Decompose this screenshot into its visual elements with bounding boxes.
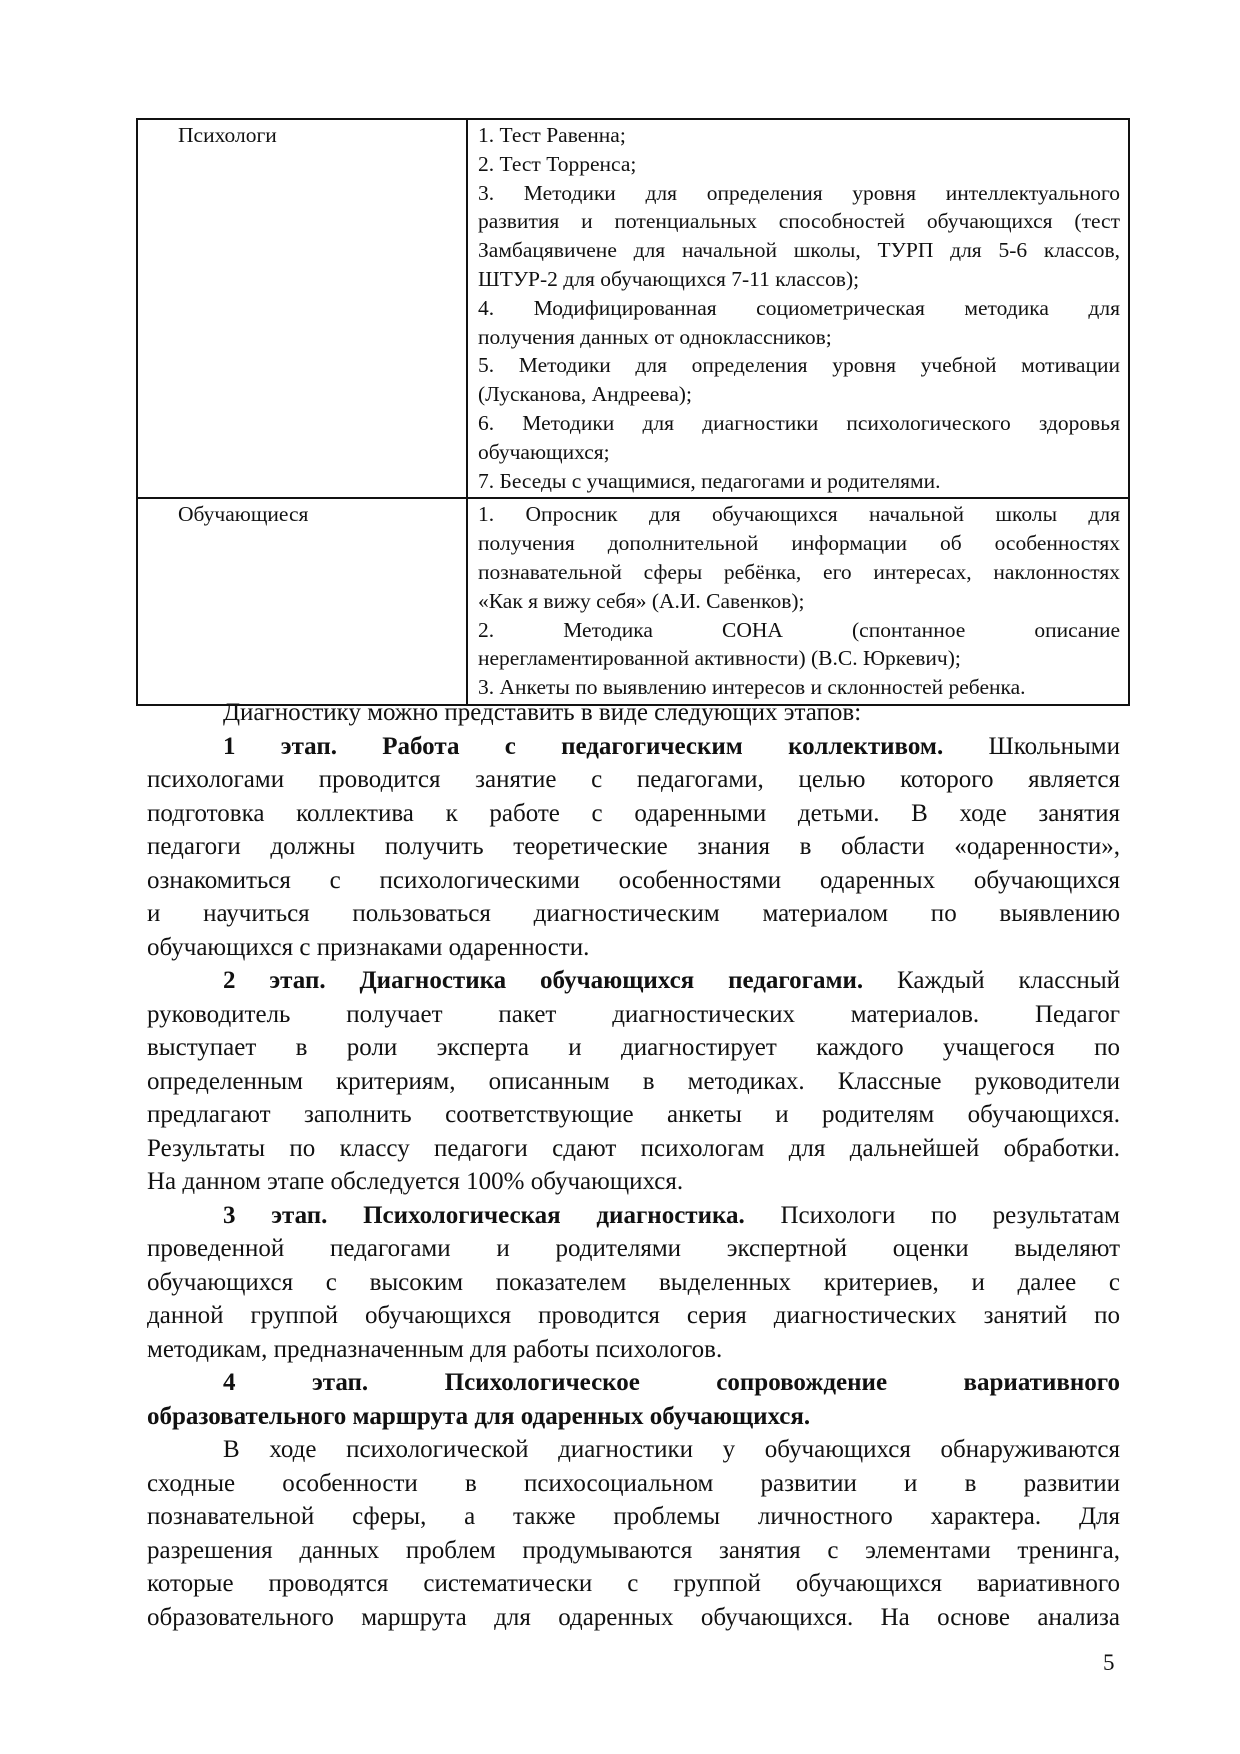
method-line: 5. Методики для определения уровня учебной мотивации bbox=[478, 353, 1120, 378]
method-line: 2. Методика СОНА (спонтанное описание bbox=[478, 617, 1120, 642]
method-line: получения дополнительной информации об особенностях bbox=[478, 531, 1120, 556]
line-text: методикам, предназначенным для работы психологов. bbox=[147, 1335, 723, 1363]
bold-heading: 3 этап. Психологическая диагностика. bbox=[223, 1201, 745, 1229]
text-line bbox=[147, 1534, 1120, 1568]
method-line: обучающихся; bbox=[478, 439, 610, 464]
text-line bbox=[147, 1132, 1120, 1166]
text-line bbox=[147, 1065, 1120, 1099]
line-text: определенным критериям, описанным в методиках. Классные руководители bbox=[147, 1067, 1120, 1095]
text-line bbox=[147, 1031, 1120, 1065]
method-line: 7. Беседы с учащимися, педагогами и родителями. bbox=[478, 468, 941, 493]
method-line: нерегламентированной активности) (В.С. Юркевич); bbox=[478, 646, 961, 671]
method-line: (Лусканова, Андреева); bbox=[478, 382, 692, 407]
text-line bbox=[147, 1601, 1120, 1635]
line-text: психологами проводится занятие с педагогами, целью которого является bbox=[147, 766, 1120, 793]
line-text: Школьными bbox=[943, 732, 1120, 760]
line-text: Диагностику можно представить в виде следующих этапов: bbox=[223, 699, 862, 726]
paragraph bbox=[147, 964, 1120, 1199]
row-label: Обучающиеся bbox=[137, 498, 467, 705]
text-line bbox=[147, 763, 1120, 797]
text-line bbox=[147, 1400, 1120, 1434]
text-line bbox=[147, 931, 1120, 965]
line-text: В ходе психологической диагностики у обучающихся обнаруживаются bbox=[223, 1436, 1120, 1463]
text-line bbox=[147, 998, 1120, 1032]
text-line bbox=[147, 1299, 1120, 1333]
text-line bbox=[147, 1266, 1120, 1300]
method-line: 6. Методики для диагностики психологического здоровья bbox=[478, 410, 1120, 435]
text-line bbox=[147, 964, 1120, 998]
line-text: Психологи по результатам bbox=[744, 1201, 1120, 1229]
paragraph bbox=[147, 696, 1120, 730]
line-text: проведенной педагогами и родителями экспертной оценки выделяют bbox=[147, 1235, 1120, 1262]
line-text: Каждый классный bbox=[863, 967, 1120, 994]
line-text: разрешения данных проблем продумываются занятия с элементами тренинга, bbox=[147, 1536, 1120, 1564]
line-text: предлагают заполнить соответствующие анкеты и родителям обучающихся. bbox=[147, 1101, 1120, 1128]
text-line bbox=[147, 864, 1120, 898]
page-number: 5 bbox=[1103, 1650, 1115, 1675]
text-line bbox=[147, 830, 1120, 864]
method-line: 2. Тест Торренса; bbox=[478, 151, 637, 176]
methods-table bbox=[136, 118, 1130, 706]
line-text: ознакомиться с психологическими особенностями одаренных обучающихся bbox=[147, 866, 1120, 894]
line-text: руководитель получает пакет диагностических материалов. Педагог bbox=[147, 1000, 1120, 1028]
line-text: обучающихся с высоким показателем выделенных критериев, и далее с bbox=[147, 1268, 1120, 1296]
method-line: 1. Тест Равенна; bbox=[478, 123, 626, 147]
text-line bbox=[147, 1433, 1120, 1467]
line-text: и научиться пользоваться диагностическим материалом по выявлению bbox=[147, 900, 1120, 927]
row-methods bbox=[467, 498, 1129, 705]
line-text: подготовка коллектива к работе с одаренными детьми. В ходе занятия bbox=[147, 799, 1120, 827]
line-text: образовательного маршрута для одаренных обучающихся. На основе анализа bbox=[147, 1603, 1120, 1631]
paragraph bbox=[147, 1199, 1120, 1367]
text-line bbox=[147, 897, 1120, 931]
text-line bbox=[147, 1199, 1120, 1233]
method-line: «Как я вижу себя» (А.И. Савенков); bbox=[478, 588, 805, 613]
text-line bbox=[147, 696, 1120, 730]
text-line bbox=[147, 1500, 1120, 1534]
text-line bbox=[147, 1232, 1120, 1266]
text-line bbox=[147, 730, 1120, 764]
line-text: которые проводятся систематически с группой обучающихся вариативного bbox=[147, 1570, 1120, 1597]
method-line: 3. Анкеты по выявлению интересов и склонностей ребенка. bbox=[478, 675, 1026, 700]
table-row bbox=[137, 119, 1129, 498]
text-line bbox=[147, 1098, 1120, 1132]
method-line: ШТУР-2 для обучающихся 7-11 классов); bbox=[478, 266, 860, 291]
line-text: познавательной сферы, а также проблемы личностного характера. Для bbox=[147, 1503, 1120, 1530]
row-methods bbox=[467, 119, 1129, 498]
paragraph bbox=[147, 730, 1120, 965]
method-line: 1. Опросник для обучающихся начальной школы для bbox=[478, 502, 1120, 527]
text-line bbox=[147, 1333, 1120, 1367]
method-line: развития и потенциальных способностей обучающихся (тест bbox=[478, 209, 1120, 234]
text-line bbox=[147, 1366, 1120, 1400]
text-line bbox=[147, 1567, 1120, 1601]
text-line bbox=[147, 1467, 1120, 1501]
line-text: Результаты по классу педагоги сдают психологам для дальнейшей обработки. bbox=[147, 1134, 1120, 1162]
method-line: Замбацявичене для начальной школы, ТУРП для 5-6 классов, bbox=[478, 238, 1120, 263]
line-text: сходные особенности в психосоциальном развитии и в развитии bbox=[147, 1469, 1120, 1497]
bold-heading: 2 этап. Диагностика обучающихся педагогами. bbox=[223, 967, 864, 994]
paragraph bbox=[147, 1433, 1120, 1634]
row-label: Психологи bbox=[137, 119, 467, 498]
line-text: педагоги должны получить теоретические знания в области «одаренности», bbox=[147, 833, 1120, 860]
paragraph bbox=[147, 1366, 1120, 1433]
body-text bbox=[147, 696, 1120, 1634]
text-line bbox=[147, 797, 1120, 831]
bold-heading: 4 этап. Психологическое сопровождение вариативного bbox=[223, 1369, 1120, 1396]
line-text: обучающихся с признаками одаренности. bbox=[147, 933, 590, 961]
bold-heading: 1 этап. Работа с педагогическим коллективом. bbox=[223, 732, 944, 760]
line-text: На данном этапе обследуется 100% обучающихся. bbox=[147, 1168, 684, 1195]
line-text: выступает в роли эксперта и диагностирует каждого учащегося по bbox=[147, 1034, 1120, 1061]
method-line: получения данных от одноклассников; bbox=[478, 324, 832, 349]
table-row bbox=[137, 498, 1129, 705]
method-line: 3. Методики для определения уровня интеллектуального bbox=[478, 180, 1120, 205]
method-line: 4. Модифицированная социометрическая методика для bbox=[478, 295, 1120, 320]
method-line: познавательной сферы ребёнка, его интересах, наклонностях bbox=[478, 559, 1120, 584]
bold-heading: образовательного маршрута для одаренных обучающихся. bbox=[147, 1402, 811, 1430]
text-line bbox=[147, 1165, 1120, 1199]
line-text: данной группой обучающихся проводится серия диагностических занятий по bbox=[147, 1302, 1120, 1329]
